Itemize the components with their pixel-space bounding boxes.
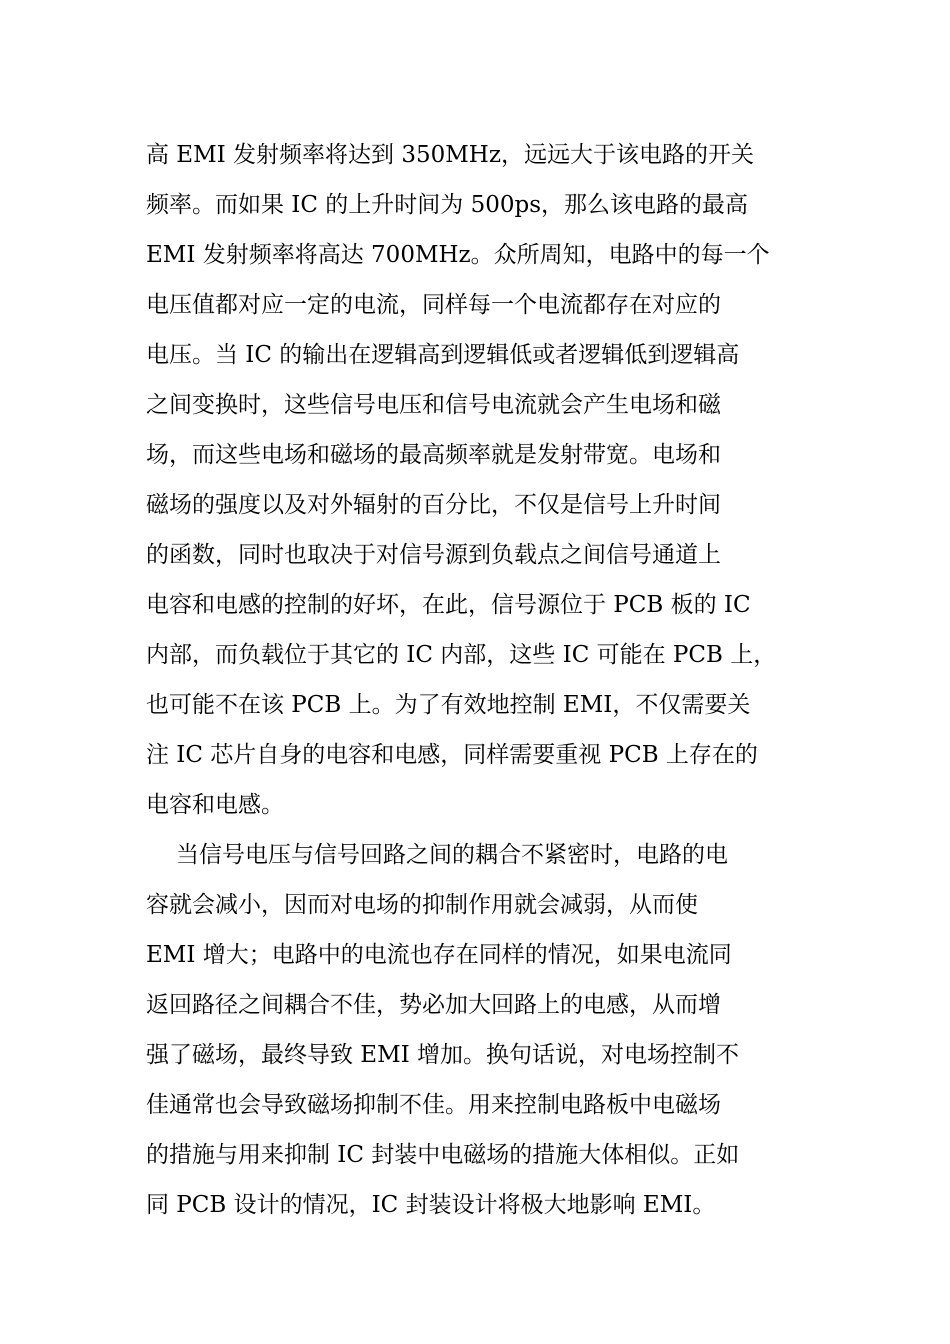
text-line: EMI 发射频率将高达 700MHz。众所周知，电路中的每一个 bbox=[146, 242, 770, 268]
text-line: 当信号电压与信号回路之间的耦合不紧密时，电路的电 bbox=[176, 842, 728, 868]
text-line: EMI 增大；电路中的电流也存在同样的情况，如果电流同 bbox=[146, 942, 732, 968]
text-line: 电容和电感的控制的好坏，在此，信号源位于 PCB 板的 IC bbox=[146, 592, 751, 618]
paragraph-1 bbox=[146, 130, 826, 830]
text-line: 返回路径之间耦合不佳，势必加大回路上的电感，从而增 bbox=[146, 992, 721, 1018]
text-line: 之间变换时，这些信号电压和信号电流就会产生电场和磁 bbox=[146, 392, 721, 418]
text-line: 强了磁场，最终导致 EMI 增加。换句话说，对电场控制不 bbox=[146, 1042, 740, 1068]
text-line: 的函数，同时也取决于对信号源到负载点之间信号通道上 bbox=[146, 542, 721, 568]
text-line: 容就会减小，因而对电场的抑制作用就会减弱，从而使 bbox=[146, 892, 698, 918]
document-body bbox=[146, 130, 826, 1230]
text-line: 佳通常也会导致磁场抑制不佳。用来控制电路板中电磁场 bbox=[146, 1092, 721, 1118]
paragraph-2 bbox=[146, 830, 826, 1230]
text-line: 电压值都对应一定的电流，同样每一个电流都存在对应的 bbox=[146, 292, 721, 318]
text-line: 场，而这些电场和磁场的最高频率就是发射带宽。电场和 bbox=[146, 442, 721, 468]
text-line: 注 IC 芯片自身的电容和电感，同样需要重视 PCB 上存在的 bbox=[146, 742, 758, 768]
text-line: 电容和电感。 bbox=[146, 792, 284, 818]
text-line: 也可能不在该 PCB 上。为了有效地控制 EMI，不仅需要关 bbox=[146, 692, 751, 718]
text-line: 频率。而如果 IC 的上升时间为 500ps，那么该电路的最高 bbox=[146, 192, 749, 218]
text-line: 同 PCB 设计的情况，IC 封装设计将极大地影响 EMI。 bbox=[146, 1192, 716, 1218]
text-line: 高 EMI 发射频率将达到 350MHz，远远大于该电路的开关 bbox=[146, 142, 754, 168]
text-line: 磁场的强度以及对外辐射的百分比，不仅是信号上升时间 bbox=[146, 492, 721, 518]
text-line: 的措施与用来抑制 IC 封装中电磁场的措施大体相似。正如 bbox=[146, 1142, 740, 1168]
text-line: 内部，而负载位于其它的 IC 内部，这些 IC 可能在 PCB 上， bbox=[146, 642, 777, 668]
text-line: 电压。当 IC 的输出在逻辑高到逻辑低或者逻辑低到逻辑高 bbox=[146, 342, 740, 368]
